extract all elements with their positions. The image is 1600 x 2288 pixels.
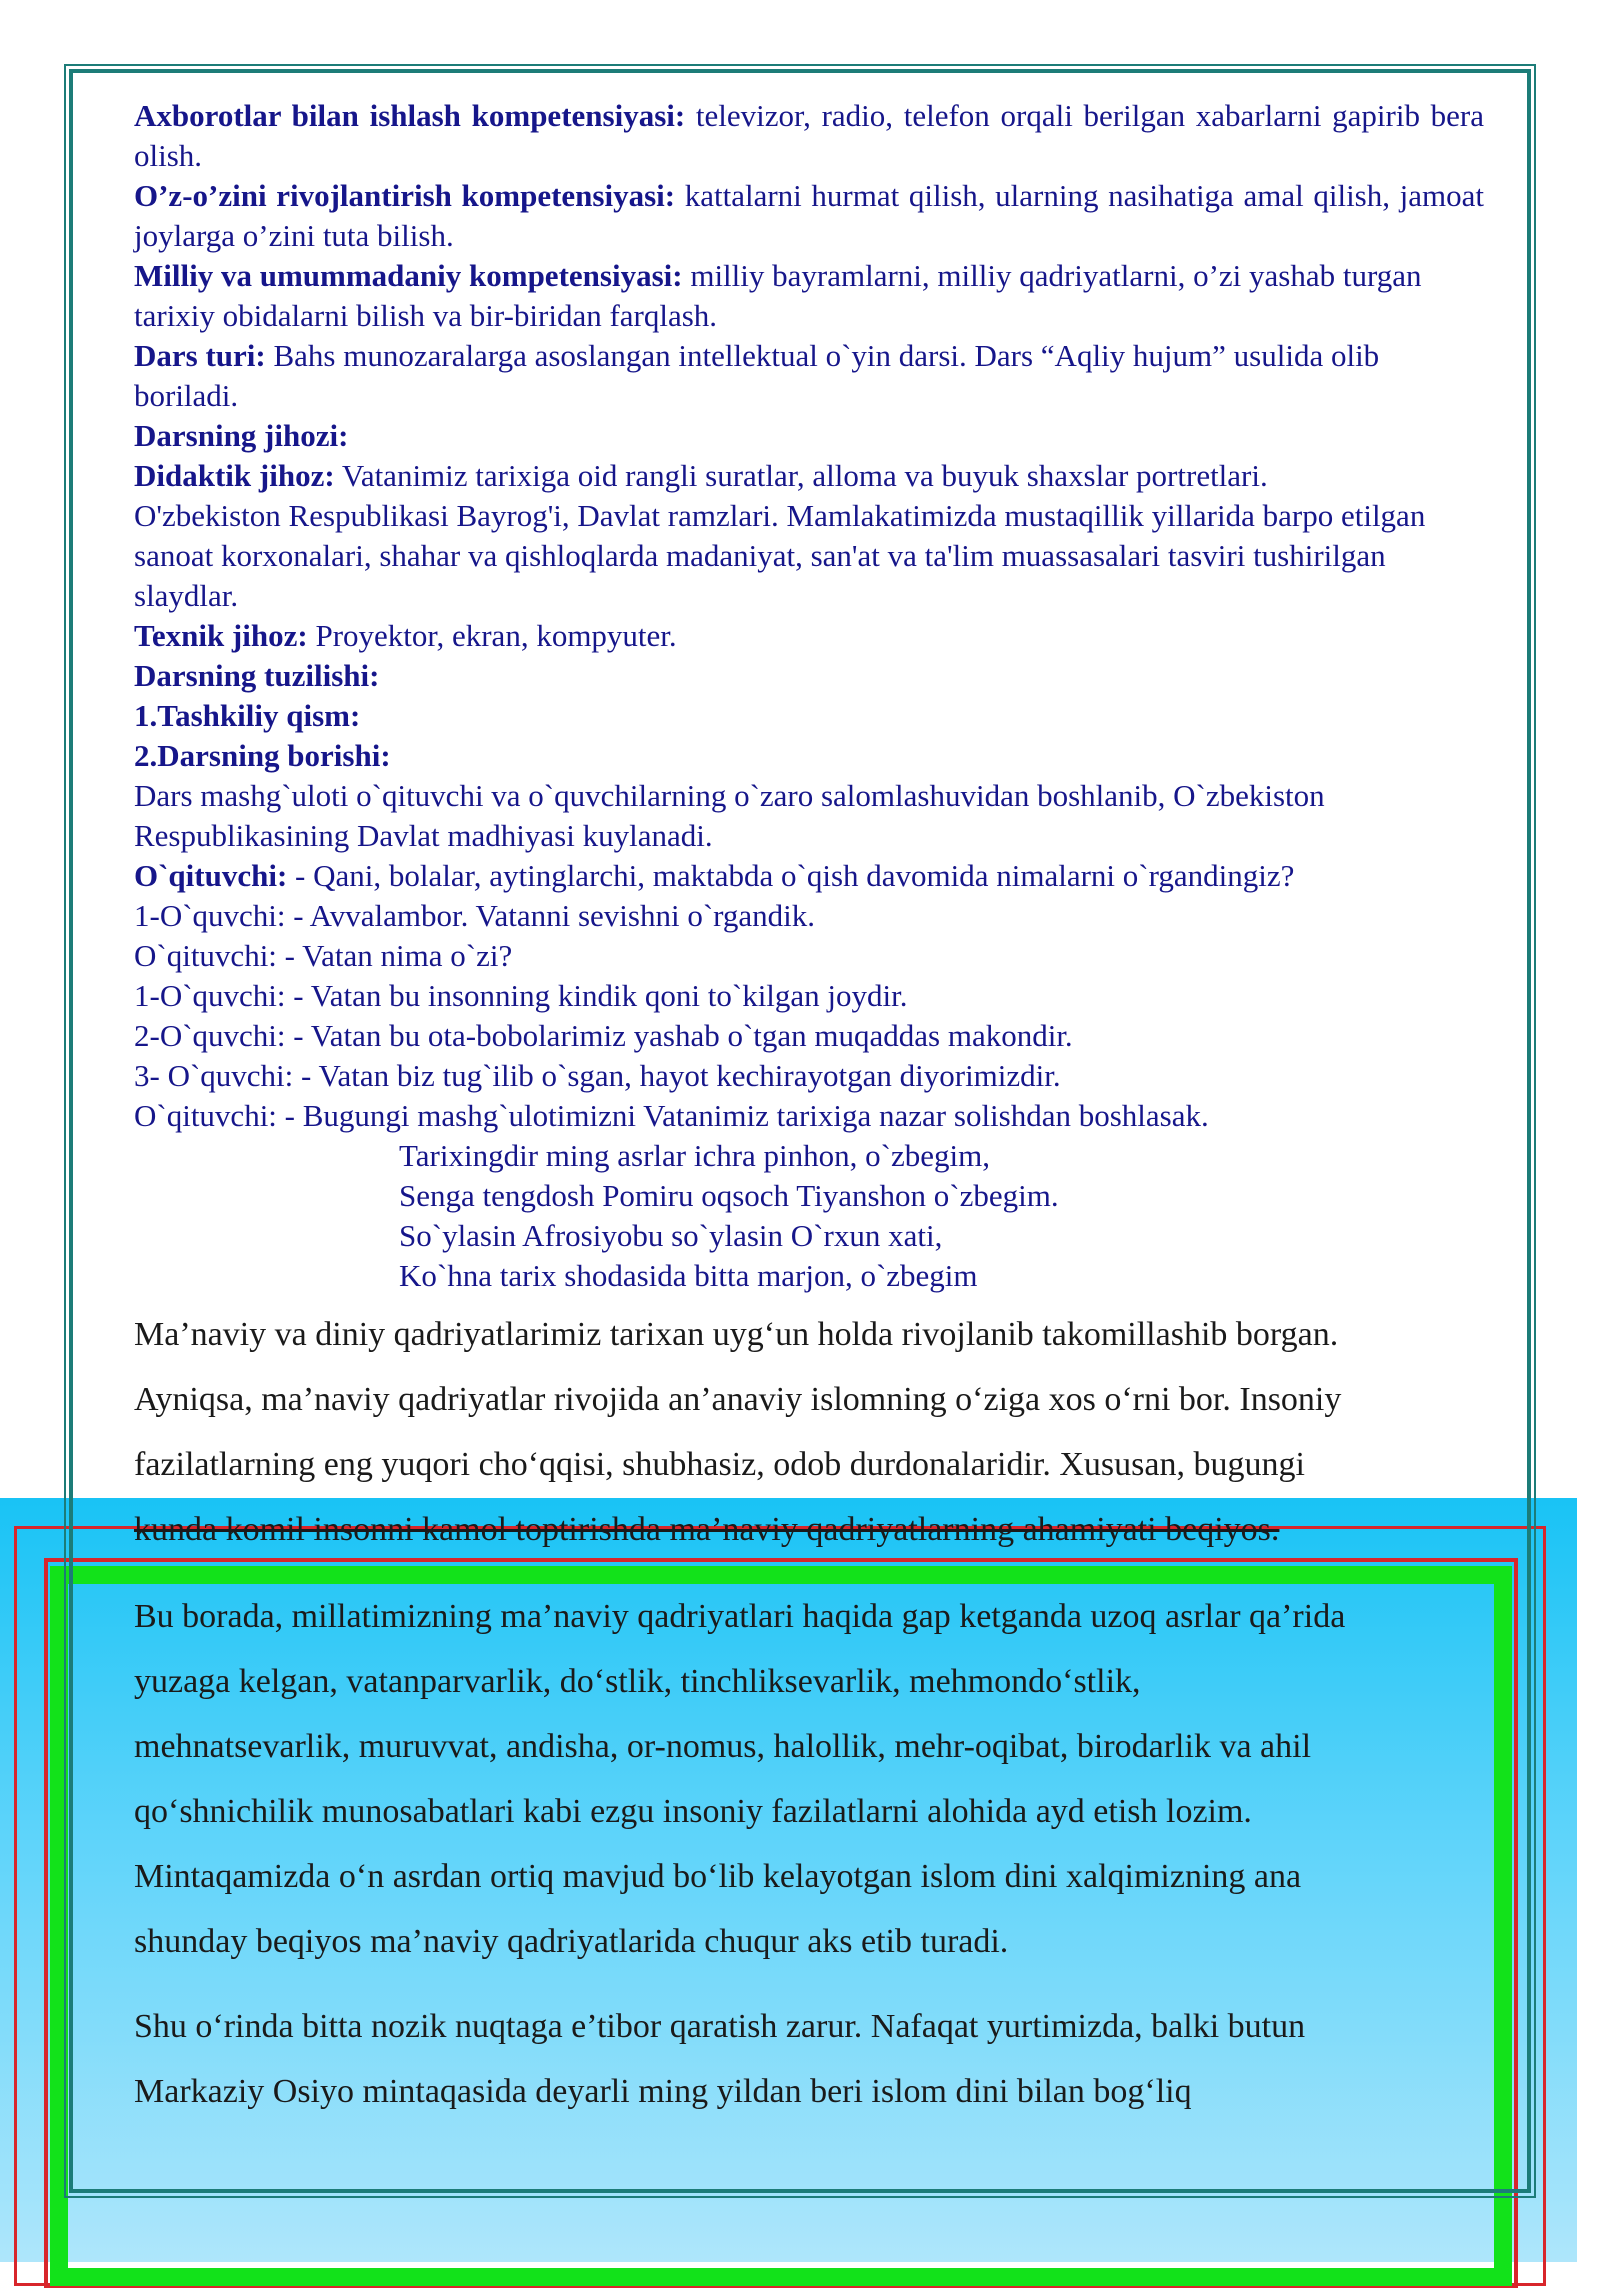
part-two-heading: 2.Darsning borishi:: [134, 738, 391, 773]
national-competence: Milliy va umummadaniy kompetensiyasi: milliy bayramlarni, milliy qadriyatlarni, o’zi yashab turgan tarixiy obidalarni bilish va bir-biridan farqlash.: [134, 258, 1422, 333]
page-content: [134, 96, 1484, 2124]
info-competence: Axborotlar bilan ishlash kompetensiyasi: televizor, radio, telefon orqali berilgan xabarlarni gapirib bera olish.: [134, 98, 1484, 173]
dialogue-line: 2-O`quvchi: - Vatan bu ota-bobolarimiz yashab o`tgan muqaddas makondir.: [134, 1018, 1073, 1053]
essay-line: Markaziy Osiyo mintaqasida deyarli ming yildan beri islom dini bilan bog‘liq: [134, 2073, 1192, 2110]
dialogue-line: O`qituvchi: - Qani, bolalar, aytinglarchi, maktabda o`qish davomida nimalarni o`rgandingiz?: [134, 858, 1295, 893]
essay-paragraph-2: [134, 1584, 1484, 1974]
essay-line: shunday beqiyos ma’naviy qadriyatlarida chuqur aks etib turadi.: [134, 1923, 1009, 1960]
essay-line: Ma’naviy va diniy qadriyatlarimiz tarixan uyg‘un holda rivojlanib takomillashib borgan.: [134, 1316, 1339, 1353]
dialogue-line: O`qituvchi: - Bugungi mashg`ulotimizni Vatanimiz tarixiga nazar solishdan boshlasak.: [134, 1098, 1209, 1133]
didactic-equipment: Didaktik jihoz: Vatanimiz tarixiga oid rangli suratlar, alloma va buyuk shaxslar portretlari.: [134, 458, 1268, 493]
essay-line: Mintaqamizda o‘n asrdan ortiq mavjud bo‘lib kelayotgan islom dini xalqimizning ana: [134, 1858, 1302, 1895]
didactic-continued: O'zbekiston Respublikasi Bayrog'i, Davlat ramzlari. Mamlakatimizda mustaqillik yillarida barpo etilgan sanoat korxonalari, shahar va qishloqlarda madaniyat, san'at va ta'lim muassasalari tasviri tushirilgan slaydlar.: [134, 498, 1426, 613]
essay-paragraph-1: [134, 1302, 1484, 1562]
poem-line: So`ylasin Afrosiyobu so`ylasin O`rxun xati,: [399, 1218, 943, 1253]
essay-line: yuzaga kelgan, vatanparvarlik, do‘stlik, tinchliksevarlik, mehmondo‘stlik,: [134, 1663, 1141, 1700]
essay-line: fazilatlarning eng yuqori cho‘qqisi, shubhasiz, odob durdonalaridir. Xususan, bugungi: [134, 1446, 1305, 1483]
self-dev-competence: O’z-o’zini rivojlantirish kompetensiyasi: kattalarni hurmat qilish, ularning nasihatiga amal qilish, jamoat joylarga o’zini tuta bilish.: [134, 178, 1484, 253]
essay-line: Ayniqsa, ma’naviy qadriyatlar rivojida an’anaviy islomning o‘ziga xos o‘rni bor. Insoniy: [134, 1381, 1342, 1418]
poem-line: Ko`hna tarix shodasida bitta marjon, o`zbegim: [399, 1258, 978, 1293]
essay-line: mehnatsevarlik, muruvvat, andisha, or-nomus, halollik, mehr-oqibat, birodarlik va ahil: [134, 1728, 1312, 1765]
poem: [399, 1136, 1484, 1296]
essay-line: qo‘shnichilik munosabatlari kabi ezgu insoniy fazilatlarni alohida ayd etish lozim.: [134, 1793, 1252, 1830]
essay-line: Bu borada, millatimizning ma’naviy qadriyatlari haqida gap ketganda uzoq asrlar qa’rida: [134, 1598, 1346, 1635]
lesson-plan: [134, 96, 1484, 1296]
essay-paragraph-3: [134, 1994, 1484, 2124]
essay-text: [134, 1302, 1484, 2124]
lesson-type: Dars turi: Bahs munozaralarga asoslangan intellektual o`yin darsi. Dars “Aqliy hujum” usulida olib boriladi.: [134, 338, 1380, 413]
structure-heading: Darsning tuzilishi:: [134, 658, 380, 693]
equipment-heading: Darsning jihozi:: [134, 418, 349, 453]
dialogue-line: 1-O`quvchi: - Avvalambor. Vatanni sevishni o`rgandik.: [134, 898, 816, 933]
part-one-heading: 1.Tashkiliy qism:: [134, 698, 361, 733]
essay-line: Shu o‘rinda bitta nozik nuqtaga e’tibor qaratish zarur. Nafaqat yurtimizda, balki butun: [134, 2008, 1306, 2045]
lesson-opening: Dars mashg`uloti o`qituvchi va o`quvchilarning o`zaro salomlashuvidan boshlanib, O`zbekiston Respublikasining Davlat madhiyasi kuylanadi.: [134, 778, 1325, 853]
poem-line: Senga tengdosh Pomiru oqsoch Tiyanshon o`zbegim.: [399, 1178, 1059, 1213]
dialogue-line: 1-O`quvchi: - Vatan bu insonning kindik qoni to`kilgan joydir.: [134, 978, 908, 1013]
dialogue: [134, 856, 1484, 1136]
poem-line: Tarixingdir ming asrlar ichra pinhon, o`zbegim,: [399, 1138, 990, 1173]
dialogue-line: 3- O`quvchi: - Vatan biz tug`ilib o`sgan, hayot kechirayotgan diyorimizdir.: [134, 1058, 1061, 1093]
technical-equipment: Texnik jihoz: Proyektor, ekran, kompyuter.: [134, 618, 677, 653]
dialogue-line: O`qituvchi: - Vatan nima o`zi?: [134, 938, 513, 973]
essay-line-struck: kunda komil insonni kamol toptirishda ma’naviy qadriyatlarning ahamiyati beqiyos.: [134, 1511, 1280, 1548]
